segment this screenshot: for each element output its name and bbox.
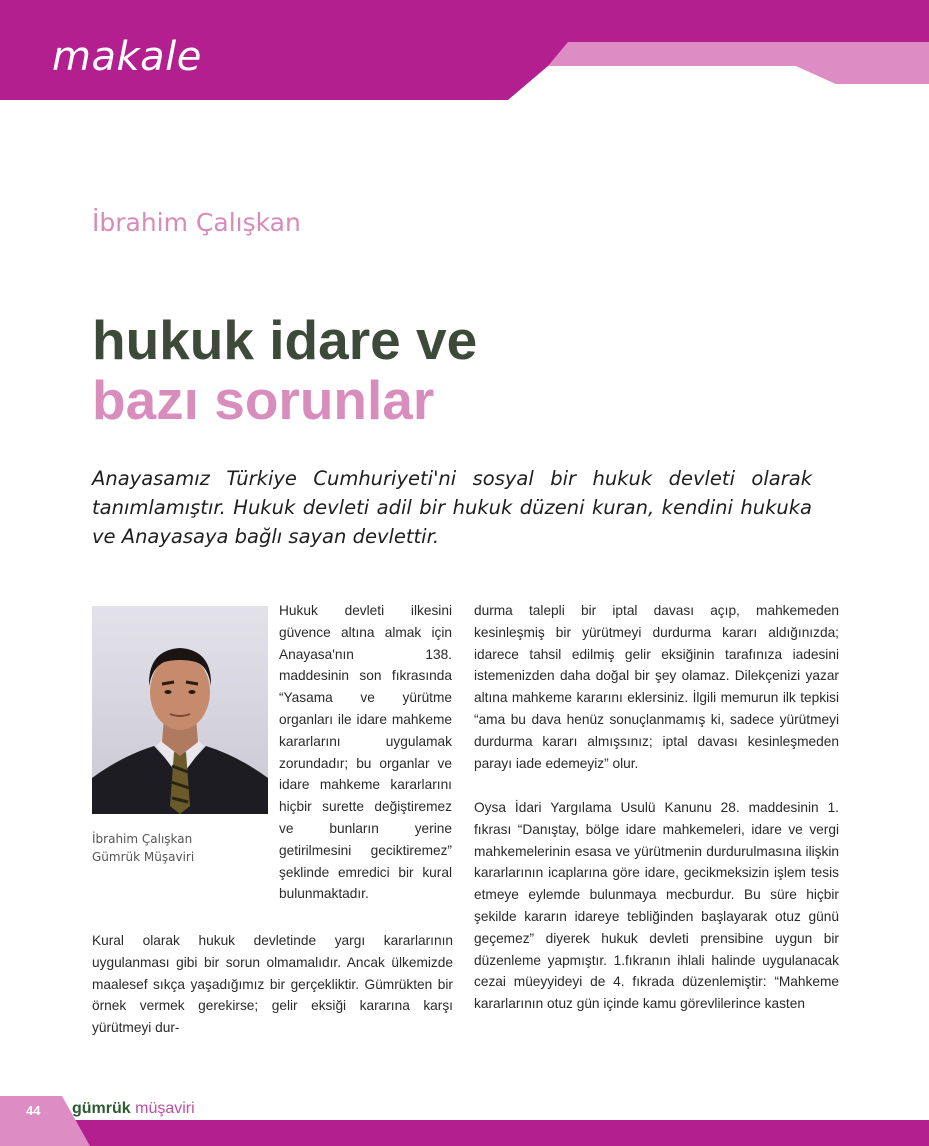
body-column-1-top: Hukuk devleti ilkesini güvence altına almak için Anayasa'nın 138. maddesinin son fıkrasında “Yasama ve yürütme organları ile idare mahkeme kararlarını uygulamak zorundadır; bu organlar ve idare mahkeme kararlarını hiçbir surette değiştiremez ve bunların yerine getirilmesini geciktiremez” şeklinde emredici bir kural bulunmaktadır. — [279, 603, 452, 902]
body-column-1-bottom: Kural olarak hukuk devletinde yargı kararlarının uygulanması gibi bir sorun olmamalıdır. Ancak ülkemizde maalesef sıkça yaşadığımız bir gerçekliktir. Gümrükten bir örnek vermek gerekirse; gelir eksiği kararına karşı yürütmeyi dur- — [92, 933, 453, 1036]
body-column-2-top: durma talepli bir iptal davası açıp, mahkemeden kesinleşmiş bir yürütmeyi durdurma kararı aldığınızda; idarece tahsil edilmiş gelir eksiğinin tarafınıza iadesini istemenizden daha doğal bir şey olamaz. Dilekçenizi yazar altına mahkeme kararını eklersiniz. İlgili memurun ilk tepkisi “ama bu dava henüz sonuçlanmamış ki, sadece yürütmeyi durdurma kararı almışsınız; iptal davası kesinleşmeden parayı iade edemeyiz” olur. — [474, 603, 839, 771]
magazine-name-part-1: gümrük — [72, 1100, 131, 1117]
page-number: 44 — [26, 1103, 41, 1118]
portrait-illustration — [92, 606, 268, 814]
magazine-name-part-2: müşaviri — [135, 1100, 195, 1117]
caption-name: İbrahim Çalışkan — [92, 832, 193, 846]
magazine-name — [72, 1100, 195, 1118]
author-name: İbrahim Çalışkan — [92, 208, 301, 237]
section-label: makale — [52, 34, 202, 80]
article-title — [92, 310, 477, 430]
caption-role: Gümrük Müşaviri — [92, 850, 195, 864]
title-line-1: hukuk idare ve — [92, 309, 478, 371]
author-photo — [92, 606, 268, 814]
body-column-2-bottom: Oysa İdari Yargılama Usulü Kanunu 28. maddesinin 1. fıkrası “Danıştay, bölge idare mahkemeleri, idare ve vergi mahkemelerinin esasa ve yürütmenin durdurulmasına ilişkin kararlarının icaplarına göre idare, gecikmeksizin işlem tesis etmeye eylemde bulunmaya mecburdur. Bu süre hiçbir şekilde kararın idareye tebliğinden başlayarak otuz günü geçemez” diyerek hukuk devleti prensibine uygun bir düzenleme yapmıştır. 1.fıkranın ihlali halinde uygulanacak cezai müeyyideyi de 4. fıkrada düzenlemiştir: “Mahkeme kararlarının otuz gün içinde kamu görevlilerince kasten — [474, 800, 839, 1012]
title-line-2: bazı sorunlar — [92, 369, 435, 431]
lead-paragraph: Anayasamız Türkiye Cumhuriyeti'ni sosyal bir hukuk devleti olarak tanımlamıştır. Hukuk devleti adil bir hukuk düzeni kuran, kendini hukuka ve Anayasaya bağlı sayan devlettir. — [92, 467, 812, 548]
photo-caption — [92, 830, 194, 866]
